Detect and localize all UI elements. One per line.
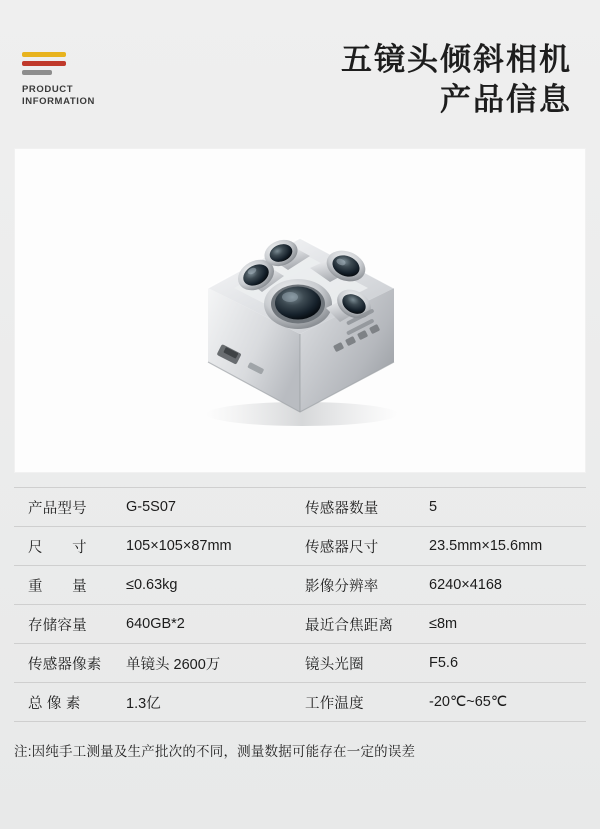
table-row [14, 605, 586, 644]
spec-cell-right [295, 527, 586, 565]
brand-text-line1: PRODUCT [22, 84, 74, 95]
spec-value: ≤8m [429, 616, 458, 632]
spec-label: 工作温度 [305, 695, 364, 712]
spec-value: 6240×4168 [429, 577, 502, 593]
spec-label: 总 像 素 [28, 695, 81, 712]
spec-label: 最近合焦距离 [305, 617, 394, 634]
spec-label: 尺 寸 [28, 539, 87, 556]
table-row [14, 644, 586, 683]
product-image-panel [14, 148, 586, 473]
page-title [341, 40, 572, 120]
spec-label: 传感器像素 [28, 656, 102, 673]
page-header [0, 0, 600, 148]
spec-cell-left [14, 566, 295, 604]
spec-cell-right [295, 683, 586, 721]
table-row [14, 527, 586, 566]
brand-bar-gray [22, 70, 52, 75]
spec-cell-right [295, 488, 586, 526]
spec-value: 105×105×87mm [126, 538, 232, 554]
page-title-line2: 产品信息 [440, 82, 572, 117]
brand-text-line2: INFORMATION [22, 96, 95, 107]
brand-bars-icon [22, 52, 66, 75]
spec-label: 影像分辨率 [305, 578, 379, 595]
spec-label: 传感器数量 [305, 500, 379, 517]
spec-label: 存储容量 [28, 617, 87, 634]
brand-bar-red [22, 61, 66, 66]
table-row [14, 566, 586, 605]
brand-text [22, 84, 142, 108]
measurement-note: 注:因纯手工测量及生产批次的不同，测量数据可能存在一定的误差 [14, 744, 416, 759]
spec-cell-right [295, 644, 586, 682]
spec-cell-left [14, 644, 295, 682]
spec-value: ≤0.63kg [126, 577, 178, 593]
spec-label: 重 量 [28, 578, 87, 595]
spec-value: 单镜头 2600万 [126, 656, 221, 673]
spec-label: 产品型号 [28, 500, 87, 517]
table-row [14, 488, 586, 527]
spec-value: 5 [429, 499, 438, 515]
page-title-line1: 五镜头倾斜相机 [341, 42, 572, 77]
spec-label: 镜头光圈 [305, 656, 364, 673]
product-image [150, 176, 450, 446]
spec-value: 1.3亿 [126, 695, 161, 712]
spec-value: -20℃~65℃ [429, 694, 508, 710]
brand-bar-yellow [22, 52, 66, 57]
spec-value: 640GB*2 [126, 616, 185, 632]
spec-cell-left [14, 488, 295, 526]
spec-value: F5.6 [429, 655, 459, 671]
table-row [14, 683, 586, 722]
brand-block [22, 52, 142, 108]
spec-value: 23.5mm×15.6mm [429, 538, 543, 554]
spec-label: 传感器尺寸 [305, 539, 379, 556]
spec-cell-right [295, 605, 586, 643]
spec-cell-right [295, 566, 586, 604]
spec-value: G-5S07 [126, 499, 176, 515]
spec-table [14, 487, 586, 722]
spec-cell-left [14, 605, 295, 643]
spec-cell-left [14, 527, 295, 565]
spec-cell-left [14, 683, 295, 721]
